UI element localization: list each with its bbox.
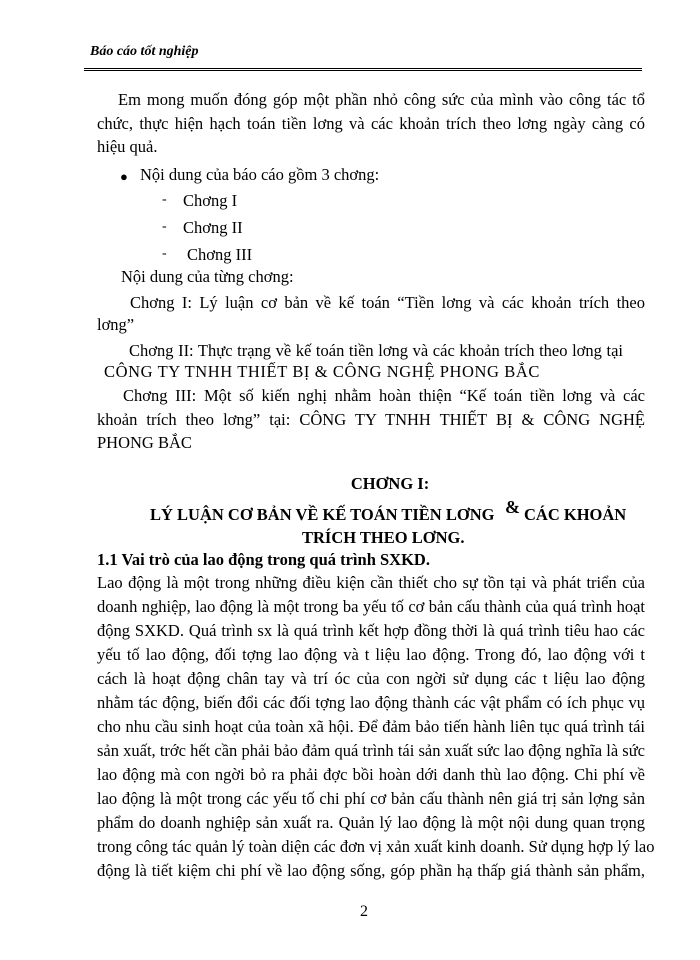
body-line: cho nhu cầu sinh hoạt của toàn xã hội. Để đảm bảo tiến hành liên tục quá trình tái [97, 717, 645, 736]
body-line: động SXKD. Quá trình sx là quá trình kết hợp đồng thời là quá trình tiêu hao các [97, 621, 645, 640]
list-item: Chơng II [183, 218, 243, 237]
section-heading: 1.1 Vai trò của lao động trong quá trình SXKD. [97, 550, 430, 569]
body-line: Lao động là một trong những điều kiện cần thiết cho sự tồn tại và phát triển của [97, 573, 645, 592]
body-line: cách là hoạt động chân tay và trí óc của con ngời sử dụng các t liệu lao động [97, 669, 645, 688]
chapter-number: CHƠNG I: [350, 474, 430, 493]
chapter2-summary-line-2: CÔNG TY TNHH THIẾT BỊ & CÔNG NGHỆ PHONG BẮC [104, 362, 541, 381]
page-number: 2 [360, 903, 368, 920]
list-item: Chơng I [183, 191, 238, 210]
body-line: yếu tố lao động, đối tợng lao động và t liệu lao động. Trong đó, lao động với t [97, 645, 645, 664]
body-line: trong công tác quản lý toàn diện các đơn vị xản xuất kinh doanh. Sử dụng hợp lý lao [97, 837, 655, 856]
chapter3-summary-line-1: Chơng III: Một số kiến nghị nhằm hoàn thiện “Kế toán tiền lơng và các [123, 386, 645, 405]
structure-heading: Nội dung của báo cáo gồm 3 chơng: [140, 165, 380, 184]
intro-line-3: hiệu quả. [97, 137, 158, 156]
chapter-title-part1: LÝ LUẬN CƠ BẢN VỀ KẾ TOÁN TIỀN LƠNG [150, 505, 495, 524]
each-chapter-heading: Nội dung của từng chơng: [121, 267, 294, 286]
list-item: Chơng III [187, 245, 253, 264]
chapter-title-line2: TRÍCH THEO LƠNG. [302, 528, 465, 547]
intro-line-2: chức, thực hiện hạch toán tiền lơng và các khoản trích theo lơng ngày càng có [97, 114, 645, 133]
chapter3-summary-line-3: PHONG BẮC [97, 433, 192, 452]
chapter3-summary-line-2: khoản trích theo lơng” tại: CÔNG TY TNHH THIẾT BỊ & CÔNG NGHỆ [97, 410, 645, 429]
dash-icon: - [162, 219, 167, 234]
body-line: sản xuất, trớc hết cần phải bảo đảm quá trình tái sản xuất sức lao động nghĩa là sức [97, 741, 645, 760]
dash-icon: - [162, 192, 167, 207]
intro-line-1: Em mong muốn đóng góp một phần nhỏ công sức của mình vào công tác tổ [118, 90, 645, 109]
body-line: doanh nghiệp, lao động là một trong ba yếu tố cơ bản cấu thành của quá trình hoạt [97, 597, 645, 616]
dash-icon: - [162, 246, 167, 261]
page-header [84, 38, 642, 71]
body-line: động là tiết kiệm chi phí về lao động sống, góp phần hạ thấp giá thành sản phẩm, [97, 861, 645, 880]
bullet-icon: ● [120, 169, 128, 184]
header-title: Báo cáo tốt nghiệp [90, 44, 199, 59]
chapter1-summary-line-2: lơng” [97, 315, 135, 334]
chapter2-summary-line-1: Chơng II: Thực trạng về kế toán tiền lơng và các khoản trích theo lơng tại [129, 341, 623, 360]
body-line: nhằm tác động, biến đổi các đối tợng lao động thành các vật phẩm có ích phục vụ [97, 693, 645, 712]
chapter1-summary-line-1: Chơng I: Lý luận cơ bản về kế toán “Tiền lơng và các khoản trích theo [130, 293, 645, 312]
body-line: phẩm do doanh nghiệp sản xuất ra. Quản lý lao động là một nội dung quan trọng [97, 813, 645, 832]
body-line: lao động mà con ngời bỏ ra phải đợc bồi hoàn dới danh thù lao động. Chi phí về [97, 765, 645, 784]
ampersand: & [505, 497, 520, 517]
chapter-title-part2: CÁC KHOẢN [524, 505, 627, 524]
body-line: lao động là một trong các yếu tố chi phí cơ bản cấu thành nên giá trị sản lợng sản [97, 789, 645, 808]
